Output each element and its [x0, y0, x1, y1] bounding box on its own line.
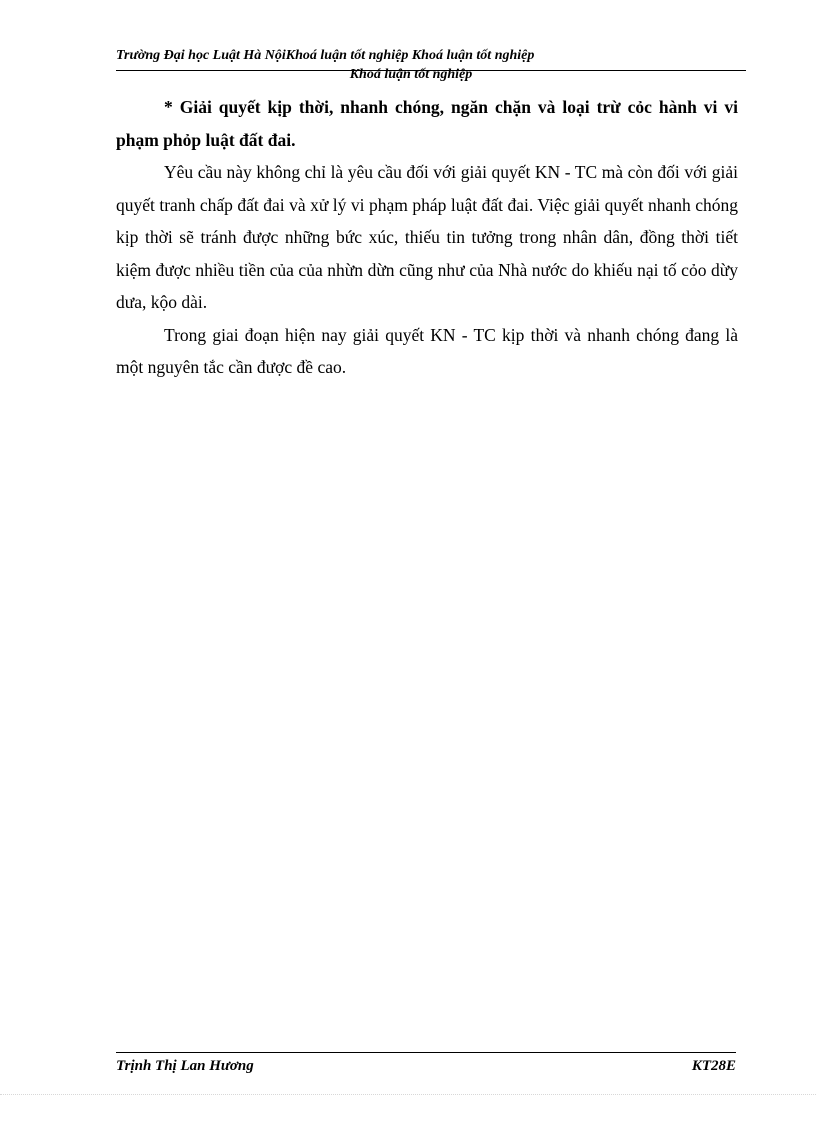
- page-footer: [116, 1057, 736, 1075]
- header-title: Trường Đại học Luật Hà NộiKhoá luận tốt nghiệp Khoá luận tốt nghiệp: [116, 48, 535, 63]
- document-body: [116, 91, 738, 384]
- body-paragraph-1: Yêu cầu này không chỉ là yêu cầu đối với giải quyết KN - TC mà còn đối với giải quyết tranh chấp đất đai và xử lý vi phạm pháp luật đất đai. Việc giải quyết nhanh chóng kịp thời sẽ tránh được những bức xúc, thiếu tin tưởng trong nhân dân, đồng thời tiết kiệm được nhiều tiền của của nhừn dừn cũng như của Nhà nước do khiếu nại tố cỏo dừy dưa, kộo dài.: [116, 162, 738, 312]
- footer-divider: [116, 1052, 736, 1053]
- footer-class-code: KT28E: [691, 1058, 736, 1074]
- body-paragraph-2: Trong giai đoạn hiện nay giải quyết KN - TC kịp thời và nhanh chóng đang là một nguyên tắc cần được đề cao.: [116, 324, 738, 377]
- section-heading: * Giải quyết kịp thời, nhanh chóng, ngăn chặn và loại trừ cỏc hành vi vi phạm phỏp luật đất đai.: [116, 97, 738, 150]
- footer-author: Trịnh Thị Lan Hương: [116, 1058, 254, 1074]
- header-subtitle: Khoá luận tốt nghiệp: [349, 67, 473, 82]
- page-header: [116, 48, 746, 64]
- page-bottom-edge: [0, 1094, 816, 1095]
